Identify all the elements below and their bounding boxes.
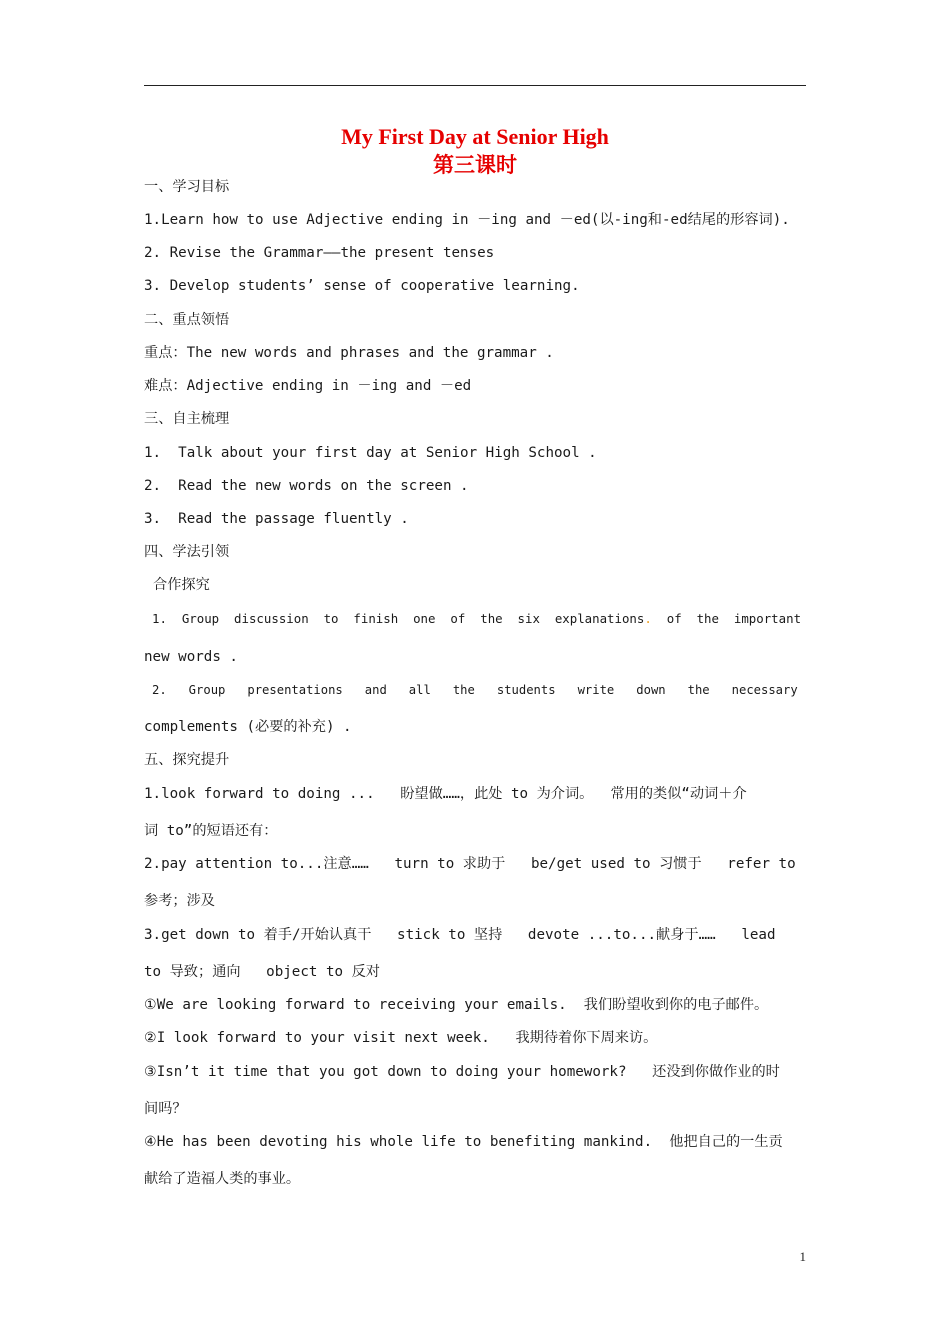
section-4-para-1-line-2: new words . — [144, 649, 238, 665]
para-1-text-b: of the important — [651, 611, 802, 626]
section-5-heading: 五、探究提升 — [144, 752, 230, 768]
section-1-line-2: 2. Revise the Grammar——the present tenses — [144, 245, 495, 261]
section-2-line-2: 难点：Adjective ending in －ing and －ed — [144, 378, 472, 394]
title-chinese: 第三课时 — [433, 153, 517, 177]
section-4-para-2-line-1: 2. Group presentations and all the students write down the necessary — [152, 683, 798, 697]
section-3-heading: 三、自主梳理 — [144, 411, 230, 427]
section-5-item-2-line-2: 参考；涉及 — [144, 893, 215, 909]
section-1-heading: 一、学习目标 — [144, 179, 230, 195]
section-4-para-2-line-2: complements (必要的补充) . — [144, 719, 352, 735]
example-1: ①We are looking forward to receiving your emails. 我们盼望收到你的电子邮件。 — [144, 997, 769, 1013]
section-2-line-1: 重点：The new words and phrases and the grammar . — [144, 345, 554, 361]
example-2: ②I look forward to your visit next week. 我期待着你下周来访。 — [144, 1030, 658, 1046]
section-5-item-3-line-1: 3.get down to 着手/开始认真干 stick to 坚持 devote ...to...献身于…… lead — [144, 927, 776, 943]
section-5-item-3-line-2: to 导致；通向 object to 反对 — [144, 964, 380, 980]
section-1-line-3: 3. Develop students’ sense of cooperative learning. — [144, 278, 580, 294]
para-1-dot: . — [644, 611, 652, 626]
section-5-item-2-line-1: 2.pay attention to...注意…… turn to 求助于 be/get used to 习惯于 refer to — [144, 856, 796, 872]
section-3-line-2: 2. Read the new words on the screen . — [144, 478, 469, 494]
para-1-text-a: 1. Group discussion to finish one of the six explanations — [152, 611, 645, 626]
section-5-item-1-line-2: 词 to”的短语还有： — [144, 823, 278, 839]
section-5-item-1-line-1: 1.look forward to doing ... 盼望做……，此处 to 为介词。 常用的类似“动词＋介 — [144, 786, 747, 802]
section-4-heading: 四、学法引领 — [144, 544, 230, 560]
section-1-line-1: 1.Learn how to use Adjective ending in －ing and －ed(以-ing和-ed结尾的形容词). — [144, 212, 790, 228]
page-number: 1 — [799, 1249, 806, 1264]
section-4-para-1-line-1 — [152, 609, 801, 629]
section-3-line-3: 3. Read the passage fluently . — [144, 511, 409, 527]
header-rule — [144, 85, 806, 86]
section-4-subheading: 合作探究 — [153, 577, 210, 593]
section-2-heading: 二、重点领悟 — [144, 312, 230, 328]
title-english: My First Day at Senior High — [341, 124, 609, 149]
section-3-line-1: 1. Talk about your first day at Senior High School . — [144, 445, 597, 461]
example-3-line-2: 间吗？ — [144, 1101, 187, 1117]
example-3-line-1: ③Isn’t it time that you got down to doing your homework? 还没到你做作业的时 — [144, 1064, 780, 1080]
example-4-line-1: ④He has been devoting his whole life to benefiting mankind. 他把自己的一生贡 — [144, 1134, 783, 1150]
example-4-line-2: 献给了造福人类的事业。 — [144, 1171, 301, 1187]
